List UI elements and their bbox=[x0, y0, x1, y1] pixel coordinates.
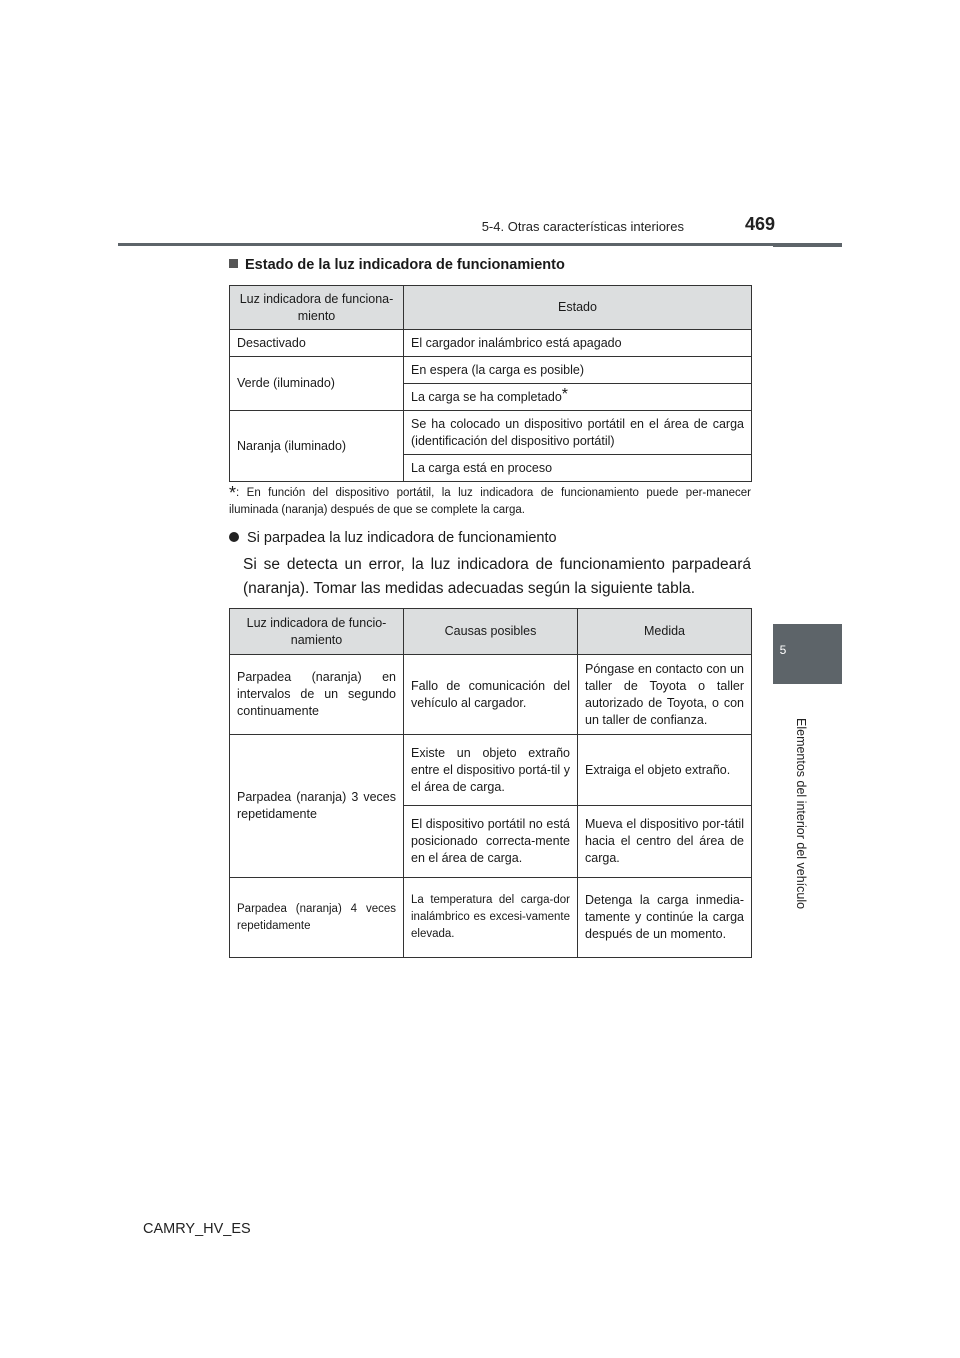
error-table bbox=[229, 608, 752, 958]
light-green: Verde (iluminado) bbox=[230, 357, 404, 411]
state-orange-identify: Se ha colocado un dispositivo portátil en el área de carga (identificación del dispositivo portátil) bbox=[404, 411, 752, 455]
light-off: Desactivado bbox=[230, 330, 404, 357]
error-action-2b: Mueva el dispositivo por-tátil hacia el centro del área de carga. bbox=[578, 806, 752, 878]
status-table bbox=[229, 285, 752, 482]
error-cause-2b: El dispositivo portátil no está posicionado correcta-mente en el área de carga. bbox=[404, 806, 578, 878]
page-number: 469 bbox=[744, 214, 775, 234]
side-rule bbox=[773, 246, 842, 247]
state-orange-charging: La carga está en proceso bbox=[404, 455, 752, 482]
header-rule bbox=[118, 243, 842, 246]
error-light-1: Parpadea (naranja) en intervalos de un segundo continuamente bbox=[230, 655, 404, 735]
error-cause-1: Fallo de comunicación del vehículo al cargador. bbox=[404, 655, 578, 735]
error-cause-2a: Existe un objeto extraño entre el dispositivo portá-til y el área de carga. bbox=[404, 735, 578, 806]
error-light-2: Parpadea (naranja) 3 veces repetidamente bbox=[230, 735, 404, 878]
error-cause-3: La temperatura del carga-dor inalámbrico es excesi-vamente elevada. bbox=[404, 878, 578, 958]
error-action-2a: Extraiga el objeto extraño. bbox=[578, 735, 752, 806]
error-table-header-action: Medida bbox=[578, 609, 752, 655]
status-table-header-light: Luz indicadora de funciona-miento bbox=[230, 286, 404, 330]
section-label: 5-4. Otras características interiores bbox=[481, 219, 684, 234]
chapter-label: Elementos del interior del vehículo bbox=[794, 718, 808, 910]
status-table-header-state: Estado bbox=[404, 286, 752, 330]
chapter-number: 5 bbox=[779, 643, 787, 657]
error-table-header-light: Luz indicadora de funcio-namiento bbox=[230, 609, 404, 655]
error-table-header-cause: Causas posibles bbox=[404, 609, 578, 655]
state-off: El cargador inalámbrico está apagado bbox=[404, 330, 752, 357]
section-heading bbox=[229, 257, 565, 273]
bullet-heading bbox=[229, 530, 557, 546]
error-light-3: Parpadea (naranja) 4 veces repetidamente bbox=[230, 878, 404, 958]
footnote bbox=[229, 485, 751, 519]
state-green-standby: En espera (la carga es posible) bbox=[404, 357, 752, 384]
square-bullet-icon bbox=[229, 259, 238, 268]
light-orange: Naranja (iluminado) bbox=[230, 411, 404, 482]
asterisk-mark: * bbox=[561, 385, 569, 403]
state-green-complete-text: La carga se ha completado bbox=[411, 389, 562, 404]
error-action-3: Detenga la carga inmedia-tamente y continúe la carga después de un momento. bbox=[578, 878, 752, 958]
bullet-heading-text: Si parpadea la luz indicadora de funcionamiento bbox=[247, 530, 557, 546]
error-action-1: Póngase en contacto con un taller de Toyota o taller autorizado de Toyota, o con un taller de confianza. bbox=[578, 655, 752, 735]
footnote-marker: * bbox=[229, 483, 237, 503]
state-green-complete bbox=[404, 384, 752, 411]
bullet-dot-icon bbox=[229, 532, 239, 542]
section-heading-text: Estado de la luz indicadora de funcionamiento bbox=[245, 257, 565, 273]
footnote-text: : En función del dispositivo portátil, la luz indicadora de funcionamiento puede per-manecer iluminada (naranja) después de que se complete la carga. bbox=[229, 487, 751, 516]
body-paragraph: Si se detecta un error, la luz indicadora de funcionamiento parpadeará (naranja). Tomar las medidas adecuadas según la siguiente tabla. bbox=[243, 556, 751, 597]
document-code: CAMRY_HV_ES bbox=[143, 1221, 251, 1237]
